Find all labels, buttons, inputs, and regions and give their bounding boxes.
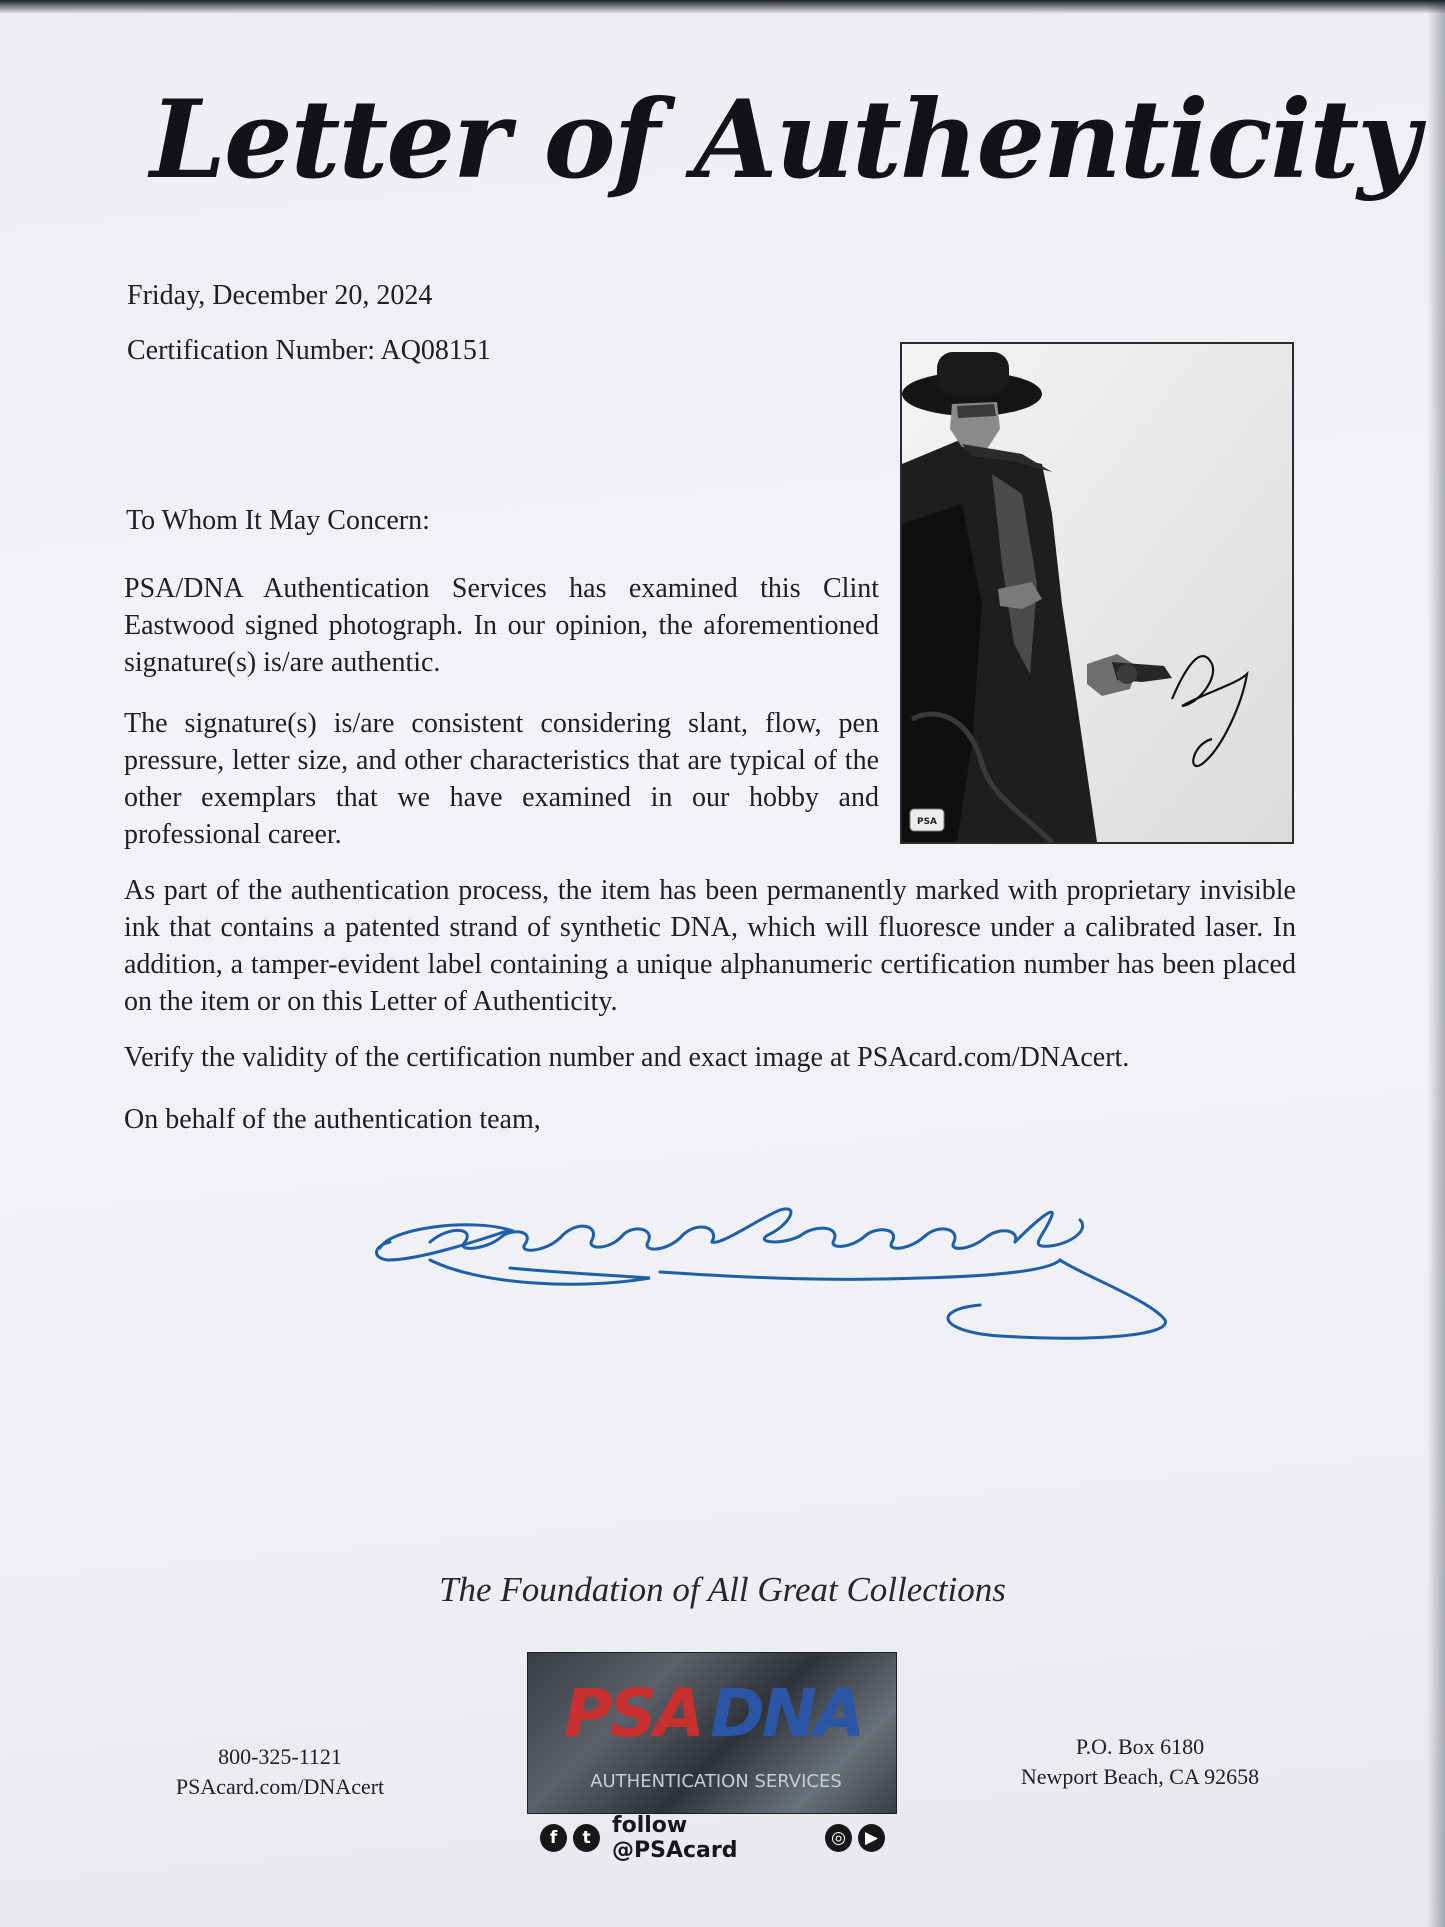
photograph-image	[902, 344, 1292, 842]
facebook-icon[interactable]: f	[540, 1824, 567, 1852]
verify-line: Verify the validity of the certification number and exact image at PSAcard.com/DNAcert.	[124, 1042, 1130, 1073]
paragraph-consistent: The signature(s) is/are consistent considering slant, flow, pen pressure, letter size, and other characteristics that are typical of the other exemplars that we have examined in our hobby and professional career.	[124, 708, 879, 850]
paragraph-examined: PSA/DNA Authentication Services has examined this Clint Eastwood signed photograph. In our opinion, the aforementioned signature(s) is/are authentic.	[124, 573, 879, 678]
top-edge-shadow	[0, 0, 1445, 14]
label-dna-logo: DNA	[710, 1675, 863, 1752]
contact-website: PSAcard.com/DNAcert	[175, 1774, 385, 1799]
psa-dna-hologram-label	[527, 1652, 897, 1814]
paragraph-process: As part of the authentication process, the item has been permanently marked with proprietary invisible ink that contains a patented strand of synthetic DNA, which will fluoresce under a calibrated laser. In addition, a tamper-evident label containing a unique alphanumeric certification number has been placed on the item or on this Letter of Authenticity.	[124, 875, 1296, 1017]
contact-city: Newport Beach, CA 92658	[1020, 1764, 1260, 1789]
twitter-icon[interactable]: t	[573, 1824, 600, 1852]
social-follow-row	[540, 1813, 885, 1863]
contact-right	[990, 1732, 1290, 1792]
contact-left	[130, 1742, 430, 1802]
certification-number: Certification Number: AQ08151	[127, 335, 491, 366]
signed-photograph	[900, 342, 1294, 844]
authenticator-signature	[360, 1190, 1180, 1350]
contact-phone: 800-325-1121	[218, 1744, 342, 1769]
label-subtitle: AUTHENTICATION SERVICES	[590, 1771, 842, 1792]
instagram-icon[interactable]: ◎	[825, 1824, 852, 1852]
side-edge-shadow	[1427, 0, 1445, 1927]
social-handle[interactable]: follow @PSAcard	[612, 1813, 738, 1863]
footer-tagline: The Foundation of All Great Collections	[439, 1570, 1006, 1609]
letter-date: Friday, December 20, 2024	[127, 280, 433, 311]
letter-title: Letter of Authenticity	[150, 77, 1419, 203]
closing-line: On behalf of the authentication team,	[124, 1104, 541, 1135]
contact-po-box: P.O. Box 6180	[1075, 1734, 1205, 1759]
youtube-icon[interactable]: ▶	[858, 1824, 885, 1852]
photo-psa-sticker: PSA	[916, 817, 938, 827]
label-psa-logo: PSA	[564, 1675, 702, 1752]
salutation: To Whom It May Concern:	[126, 505, 430, 536]
